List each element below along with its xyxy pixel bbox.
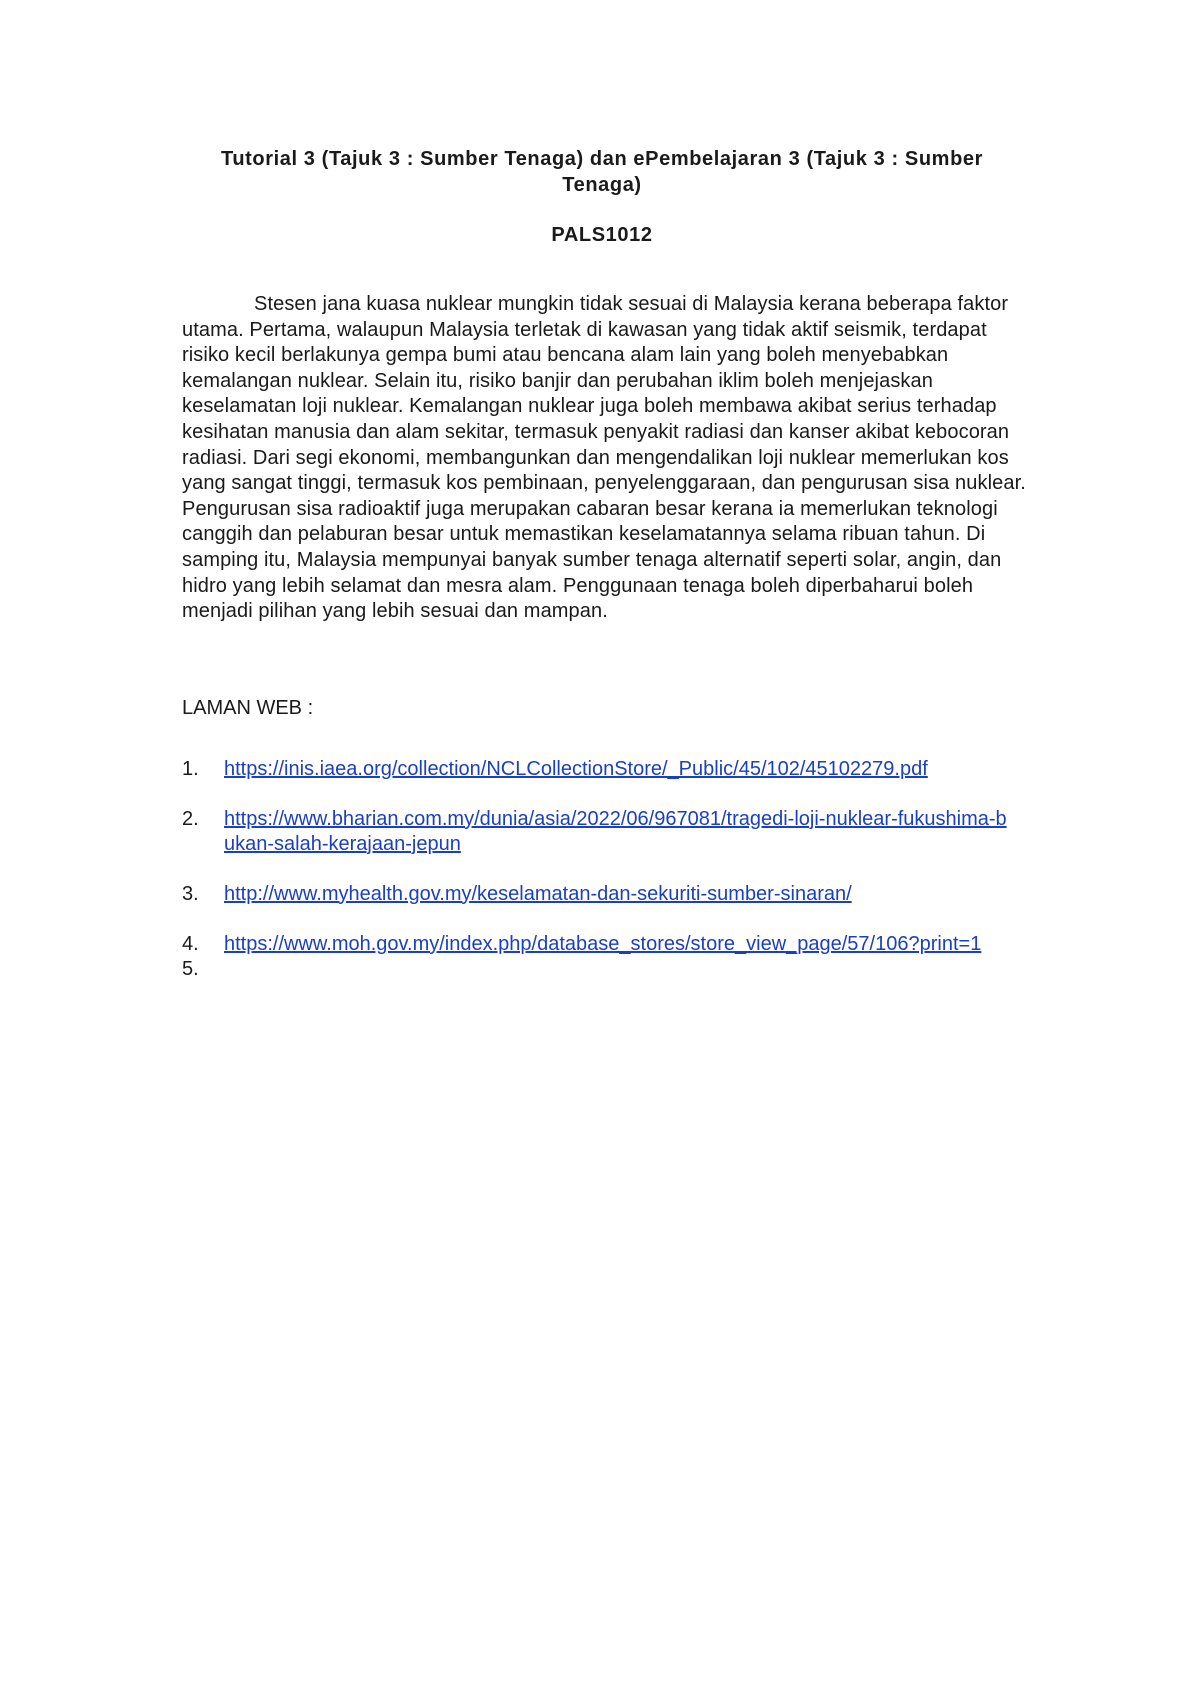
reference-number: 1. bbox=[182, 757, 199, 780]
references-heading: LAMAN WEB : bbox=[182, 696, 314, 719]
reference-link-3[interactable]: http://www.myhealth.gov.my/keselamatan-dan-sekuriti-sumber-sinaran/ bbox=[224, 882, 852, 905]
reference-link-2[interactable]: https://www.bharian.com.my/dunia/asia/2022/06/967081/tragedi-loji-nuklear-fukushima-bukan-salah-kerajaan-jepun bbox=[224, 807, 1007, 855]
reference-item-3 bbox=[182, 882, 1022, 907]
reference-list bbox=[182, 757, 1022, 982]
reference-number: 3. bbox=[182, 882, 199, 905]
document-content bbox=[182, 146, 1026, 1007]
reference-link-1[interactable]: https://inis.iaea.org/collection/NCLCollectionStore/_Public/45/102/45102279.pdf bbox=[224, 757, 928, 780]
reference-number: 5. bbox=[182, 957, 199, 980]
course-code: PALS1012 bbox=[551, 224, 653, 246]
reference-item-5 bbox=[182, 957, 1022, 982]
reference-number: 4. bbox=[182, 932, 199, 955]
document-title: Tutorial 3 (Tajuk 3 : Sumber Tenaga) dan ePembelajaran 3 (Tajuk 3 : Sumber Tenaga) bbox=[221, 148, 983, 196]
reference-item-4 bbox=[182, 932, 1022, 957]
essay-paragraph: Stesen jana kuasa nuklear mungkin tidak sesuai di Malaysia kerana beberapa faktor utama. Pertama, walaupun Malaysia terletak di kawasan yang tidak aktif seismik, terdapat risiko kecil berlakunya gempa bumi atau bencana alam lain yang boleh menyebabkan kemalangan nuklear. Selain itu, risiko banjir dan perubahan iklim boleh menjejaskan keselamatan loji nuklear. Kemalangan nuklear juga boleh membawa akibat serius terhadap kesihatan manusia dan alam sekitar, termasuk penyakit radiasi dan kanser akibat kebocoran radiasi. Dari segi ekonomi, membangunkan dan mengendalikan loji nuklear memerlukan kos yang sangat tinggi, termasuk kos pembinaan, penyelenggaraan, dan pengurusan sisa nuklear. Pengurusan sisa radioaktif juga merupakan cabaran besar kerana ia memerlukan teknologi canggih dan pelaburan besar untuk memastikan keselamatannya selama ribuan tahun. Di samping itu, Malaysia mempunyai banyak sumber tenaga alternatif seperti solar, angin, dan hidro yang lebih selamat dan mesra alam. Penggunaan tenaga boleh diperbaharui boleh menjadi pilihan yang lebih sesuai dan mampan. bbox=[182, 293, 1026, 623]
reference-item-1 bbox=[182, 757, 1022, 782]
reference-item-2 bbox=[182, 807, 1022, 857]
reference-number: 2. bbox=[182, 807, 199, 830]
reference-link-4[interactable]: https://www.moh.gov.my/index.php/database_stores/store_view_page/57/106?print=1 bbox=[224, 932, 982, 955]
